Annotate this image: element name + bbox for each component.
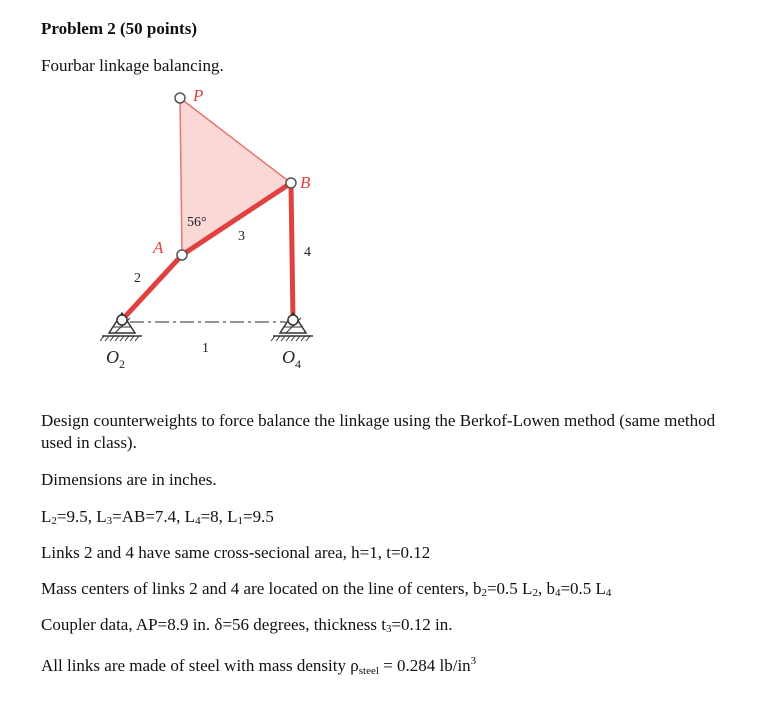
label-link-1: 1: [202, 341, 209, 356]
label-p: P: [193, 86, 204, 105]
coupler-data-note: Coupler data, AP=8.9 in. δ=56 degrees, thickness t3=0.12 in.: [41, 615, 453, 635]
label-o2: $O_2$: [106, 347, 125, 371]
steel-density-note: All links are made of steel with mass density ρsteel = 0.284 $lb/in^3$: [41, 655, 477, 677]
ground-pivot-o2: [100, 313, 142, 341]
label-link-2: 2: [134, 271, 141, 286]
label-link-3: 3: [238, 229, 245, 244]
link-2-bar: [122, 255, 182, 320]
dimensions-note: Dimensions are in inches.: [41, 470, 217, 489]
mass-centers-note: Mass centers of links 2 and 4 are located on the line of centers, b2=0.5 L2, b4=0.5 L4: [41, 579, 612, 599]
label-b: B: [300, 173, 311, 192]
link-4-bar: [291, 183, 293, 320]
label-angle: 56°: [187, 215, 207, 230]
ground-pivot-o4: [271, 313, 313, 341]
problem-title: Problem 2 (50 points): [41, 19, 197, 38]
problem-subtitle: Fourbar linkage balancing.: [41, 56, 224, 75]
pin-p: [175, 93, 185, 103]
cross-section-note: Links 2 and 4 have same cross-secional area, h=1, t=0.12: [41, 543, 431, 562]
label-link-4: 4: [304, 245, 311, 260]
design-instruction: Design counterweights to force balance the linkage using the Berkof-Lowen method (same method used in class).: [41, 411, 716, 452]
link-lengths: L2=9.5, L3=AB=7.4, L4=8, L1=9.5: [41, 507, 274, 527]
coupler-triangle: [180, 98, 291, 255]
pin-b: [286, 178, 296, 188]
label-a: A: [153, 238, 164, 257]
pin-a: [177, 250, 187, 260]
label-o4: $O_4$: [282, 347, 301, 371]
